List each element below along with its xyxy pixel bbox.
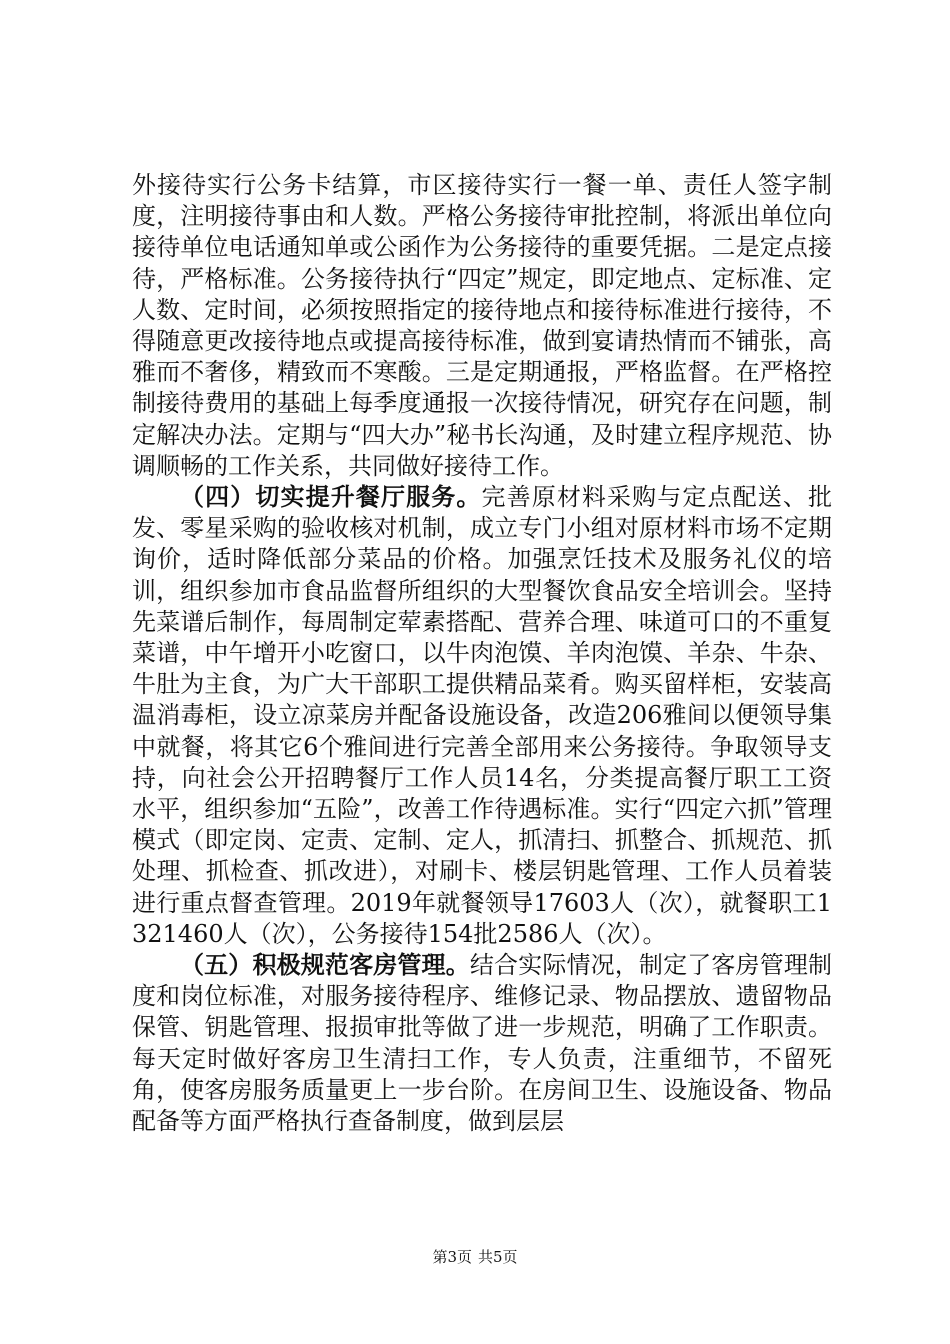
section-heading-guestroom: （五）积极规范客房管理。 xyxy=(180,951,470,980)
page-number: 第3页 xyxy=(432,1248,472,1266)
paragraph-text: 外接待实行公务卡结算，市区接待实行一餐一单、责任人签字制度，注明接待事由和人数。严格公务接待审批控制，将派出单位向接待单位电话通知单或公函作为公务接待的重要凭据。二是定点接待，严格标准。公务接待执行“四定”规定，即定地点、定标准、定人数、定时间，必须按照指定的接待地点和接待标准进行接待，不得随意更改接待地点或提高接待标准，做到宴请热情而不铺张，高雅而不奢侈，精致而不寒酸。三是定期通报，严格监督。在严格控制接待费用的基础上每季度通报一次接待情况，研究存在问题，制定解决办法。定期与“四大办”秘书长沟通，及时建立程序规范、协调顺畅的工作关系，共同做好接待工作。 xyxy=(132,171,832,480)
paragraph-guestroom-management xyxy=(132,950,832,1137)
paragraph-continued xyxy=(132,170,832,482)
paragraph-text: 结合实际情况，制定了客房管理制度和岗位标准，对服务接待程序、维修记录、物品摆放、遗留物品保管、钥匙管理、报损审批等做了进一步规范，明确了工作职责。每天定时做好客房卫生清扫工作，专人负责，注重细节，不留死角，使客房服务质量更上一步台阶。在房间卫生、设施设备、物品配备等方面严格执行查备制度，做到层层 xyxy=(132,951,833,1136)
paragraph-text: 完善原材料采购与定点配送、批发、零星采购的验收核对机制，成立专门小组对原材料市场不定期询价，适时降低部分菜品的价格。加强烹饪技术及服务礼仪的培训，组织参加市食品监督所组织的大型餐饮食品安全培训会。坚持先菜谱后制作，每周制定荤素搭配、营养合理、味道可口的不重复菜谱，中午增开小吃窗口，以牛肉泡馍、羊肉泡馍、羊杂、牛杂、牛肚为主食，为广大干部职工提供精品菜肴。购买留样柜，安装高温消毒柜，设立凉菜房并配备设施设备，改造206雅间以便领导集中就餐，将其它6个雅间进行完善全部用来公务接待。争取领导支持，向社会公开招聘餐厅工作人员14名，分类提高餐厅职工工资水平，组织参加“五险”，改善工作待遇标准。实行“四定六抓”管理模式（即定岗、定责、定制、定人，抓清扫、抓整合、抓规范、抓处理、抓检查、抓改进），对刷卡、楼层钥匙管理、工作人员着装进行重点督查管理。2019年就餐领导17603人（次），就餐职工1321460人（次），公务接待154批2586人（次）。 xyxy=(132,483,833,948)
document-body xyxy=(132,170,832,1137)
paragraph-restaurant-service xyxy=(132,482,832,950)
section-heading-restaurant: （四）切实提升餐厅服务。 xyxy=(180,483,482,512)
page-footer xyxy=(0,1246,950,1267)
page-total: 共5页 xyxy=(478,1248,518,1266)
